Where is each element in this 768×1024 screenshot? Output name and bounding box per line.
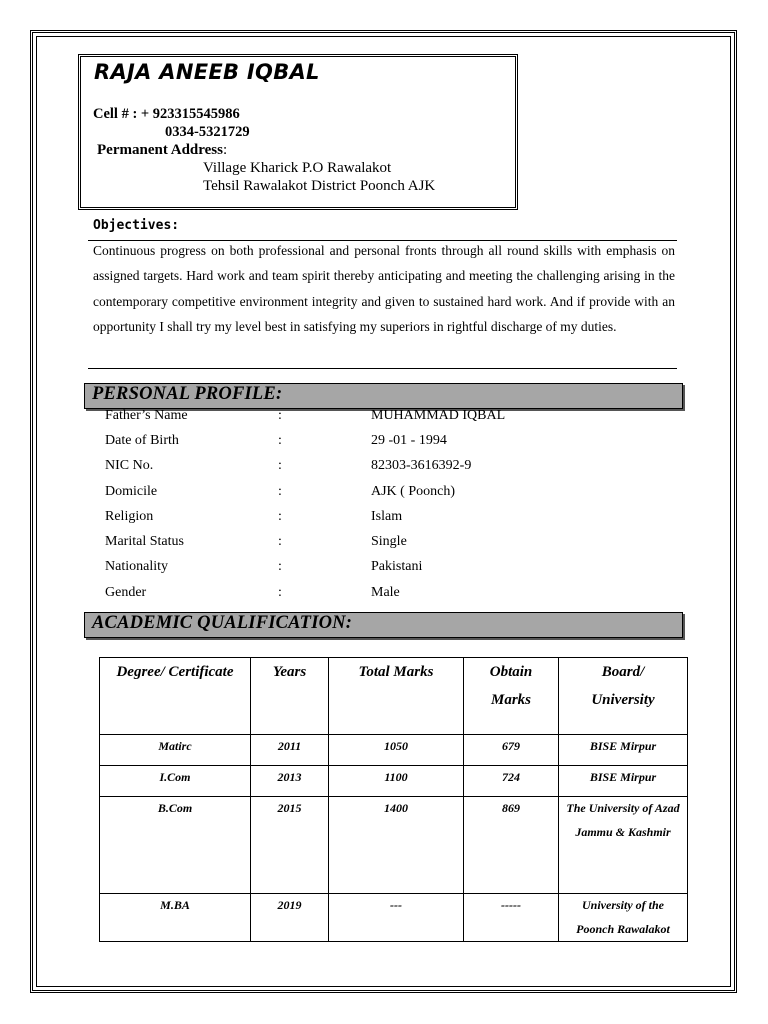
academic-heading: ACADEMIC QUALIFICATION: — [92, 613, 353, 633]
profile-colon: : — [278, 458, 282, 473]
cell-degree: Matirc — [100, 735, 251, 766]
cell-obtain: 869 — [464, 797, 559, 894]
profile-value: Pakistani — [371, 559, 423, 574]
profile-colon: : — [278, 509, 282, 524]
cell-total: 1100 — [329, 766, 464, 797]
cell-total: --- — [329, 894, 464, 942]
profile-value: AJK ( Poonch) — [371, 484, 455, 499]
cell-degree: I.Com — [100, 766, 251, 797]
header-total-marks: Total Marks — [329, 658, 464, 735]
profile-label: Nationality — [105, 559, 168, 574]
profile-label: Gender — [105, 585, 147, 600]
academic-table — [99, 657, 688, 942]
profile-colon: : — [278, 484, 282, 499]
academic-table-header-row — [100, 658, 688, 735]
cell-board: University of the Poonch Rawalakot — [559, 894, 688, 942]
profile-label: Date of Birth — [105, 433, 179, 448]
profile-row — [105, 585, 665, 607]
address-label: Permanent Address: — [97, 142, 228, 158]
objectives-heading: Objectives: — [93, 218, 180, 233]
header-obtain-marks: Obtain Marks — [464, 658, 559, 735]
profile-row — [105, 509, 665, 531]
profile-label: Marital Status — [105, 534, 184, 549]
table-row — [100, 894, 688, 942]
objectives-text: Continuous progress on both professional and personal fronts through all round skills with emphasis on assigned targets. Hard work and team spirit thereby anticipating and meeting the challenging arising in the contemporary competitive environment integrity and given to sustained hard work. And if provide with an opportunity I shall try my level best in satisfying my superiors in rightful discharge of my duties. — [93, 243, 675, 335]
personal-profile-heading: PERSONAL PROFILE: — [92, 384, 283, 404]
profile-row — [105, 484, 665, 506]
table-row — [100, 735, 688, 766]
profile-row — [105, 408, 665, 430]
header-years: Years — [251, 658, 329, 735]
header-board: Board/ University — [559, 658, 688, 735]
cell-year: 2015 — [251, 797, 329, 894]
profile-colon: : — [278, 433, 282, 448]
cell-degree: B.Com — [100, 797, 251, 894]
address-line-2: Tehsil Rawalakot District Poonch AJK — [203, 178, 436, 194]
cell-total: 1050 — [329, 735, 464, 766]
address-line-1: Village Kharick P.O Rawalakot — [203, 160, 392, 176]
cell-number: Cell # : + 923315545986 — [93, 106, 240, 122]
profile-label: NIC No. — [105, 458, 154, 473]
profile-value: 82303-3616392-9 — [371, 458, 472, 473]
profile-colon: : — [278, 585, 282, 600]
profile-row — [105, 433, 665, 455]
profile-value: Male — [371, 585, 400, 600]
cell-obtain: 679 — [464, 735, 559, 766]
cell-board: BISE Mirpur — [559, 735, 688, 766]
profile-row — [105, 534, 665, 556]
cell-obtain: ----- — [464, 894, 559, 942]
table-row — [100, 797, 688, 894]
cell-year: 2019 — [251, 894, 329, 942]
header-degree: Degree/ Certificate — [100, 658, 251, 735]
candidate-name: RAJA ANEEB IQBAL — [94, 60, 320, 84]
profile-value: 29 -01 - 1994 — [371, 433, 447, 448]
cell-number-secondary: 0334-5321729 — [165, 124, 250, 140]
profile-colon: : — [278, 559, 282, 574]
profile-value: Islam — [371, 509, 403, 524]
cell-obtain: 724 — [464, 766, 559, 797]
cell-board: BISE Mirpur — [559, 766, 688, 797]
profile-row — [105, 458, 665, 480]
objectives-divider-bottom — [88, 368, 677, 369]
profile-label: Domicile — [105, 484, 158, 499]
profile-value: Single — [371, 534, 407, 549]
cell-year: 2011 — [251, 735, 329, 766]
profile-colon: : — [278, 534, 282, 549]
profile-row — [105, 559, 665, 581]
cell-board: The University of Azad Jammu & Kashmir — [559, 797, 688, 894]
cell-degree: M.BA — [100, 894, 251, 942]
profile-value: MUHAMMAD IQBAL — [371, 408, 506, 423]
cell-total: 1400 — [329, 797, 464, 894]
cell-year: 2013 — [251, 766, 329, 797]
table-row — [100, 766, 688, 797]
profile-label: Father’s Name — [105, 408, 188, 423]
profile-label: Religion — [105, 509, 154, 524]
profile-colon: : — [278, 408, 282, 423]
